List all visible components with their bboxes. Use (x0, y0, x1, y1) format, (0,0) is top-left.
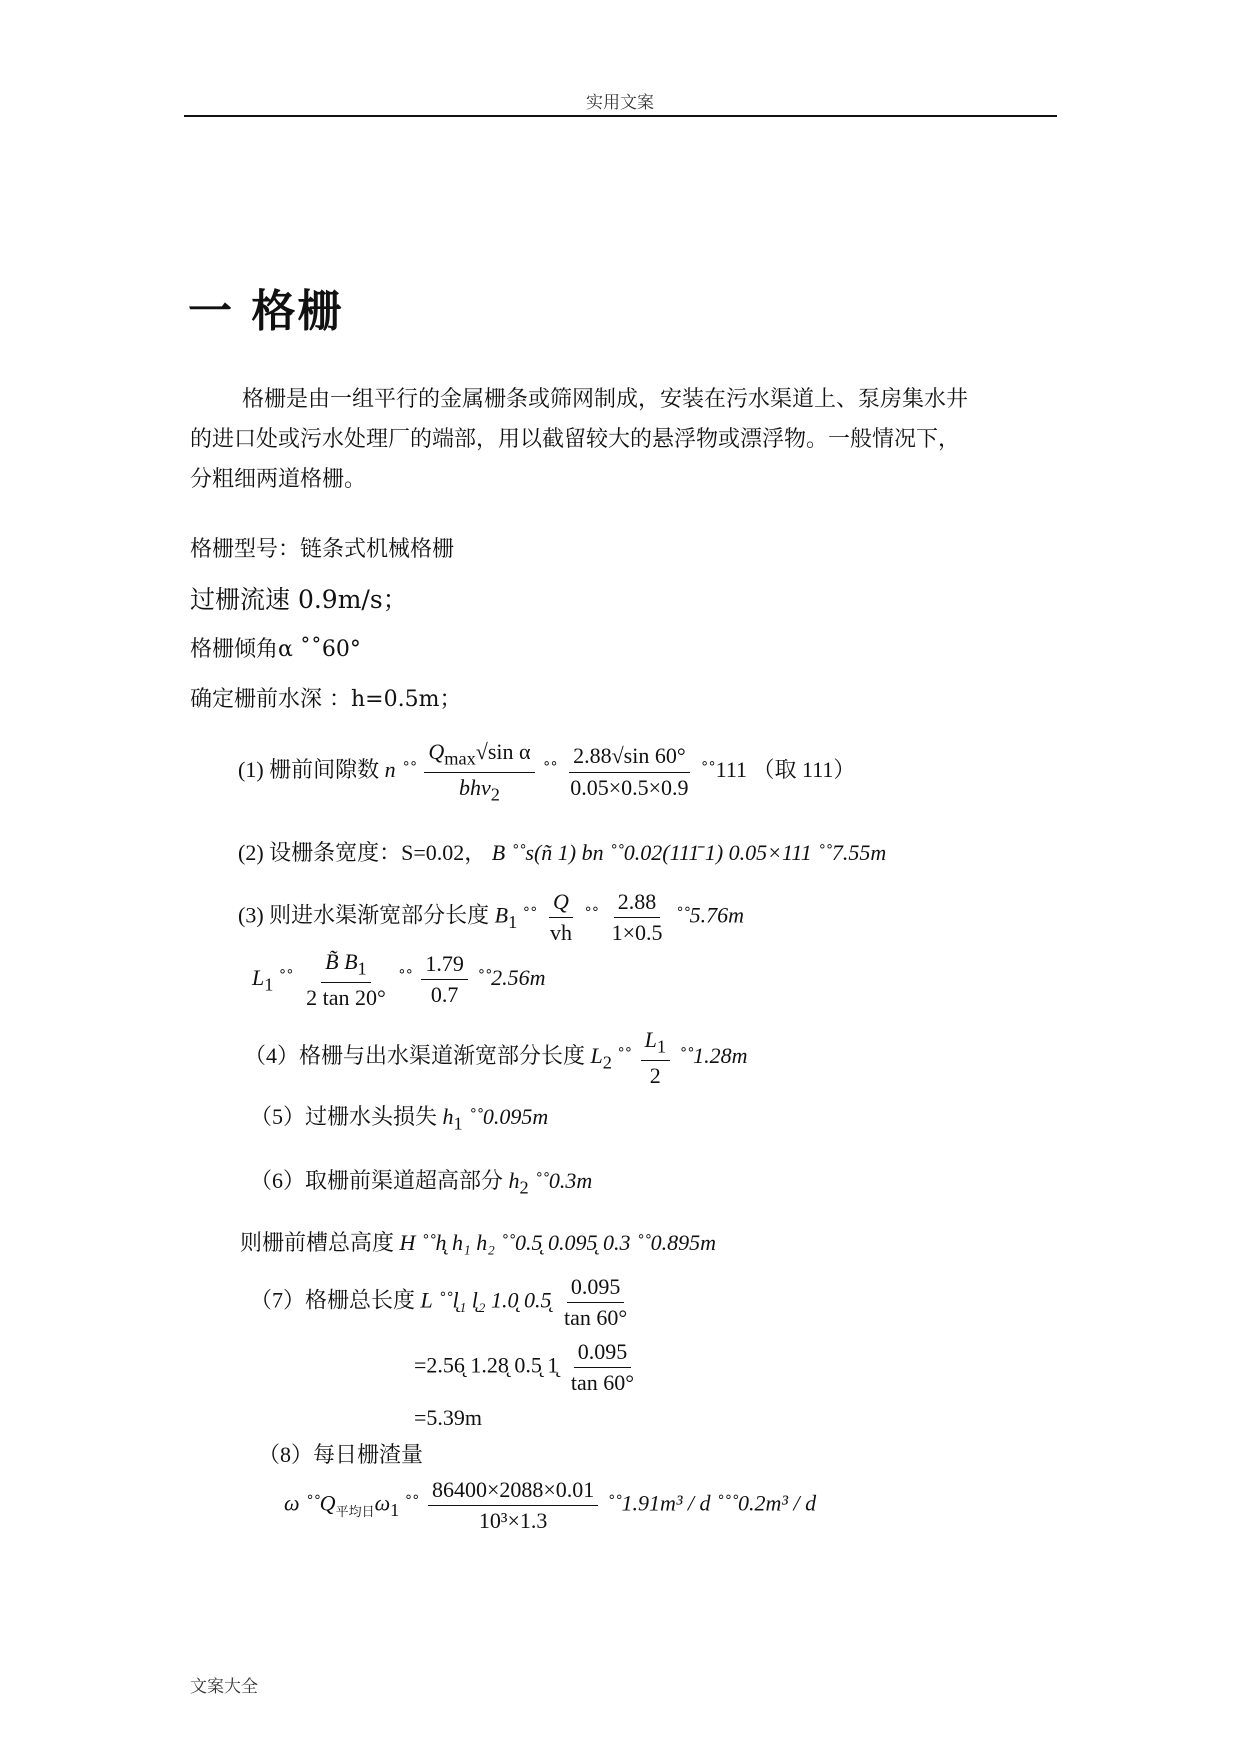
subscript: max (444, 748, 476, 769)
fraction (566, 744, 692, 799)
denominator: 0.05×0.5×0.9 (570, 774, 689, 800)
formula-3b (252, 950, 545, 1010)
subscript: 1 (656, 1036, 667, 1057)
page-header: 实用文案 (586, 93, 654, 113)
fraction (428, 1478, 598, 1533)
formula-7 (250, 1275, 634, 1330)
numerator: Q (428, 739, 445, 764)
subscript: 2 (519, 1177, 529, 1198)
section-title: 一 格栅 (188, 286, 344, 337)
numerator: B̃ B (325, 949, 358, 974)
subscript: 平均日 (335, 1504, 375, 1520)
formula-8-label: （8）每日栅渣量 (258, 1442, 424, 1467)
subscript: 1 (264, 974, 274, 995)
formula-result: ˚˚5.76m (675, 902, 745, 928)
denominator: vh (549, 920, 572, 946)
denominator: tan 60° (564, 1305, 628, 1331)
param-angle: 格栅倾角α ˚˚60° (190, 637, 361, 662)
subscript: 1 (357, 958, 367, 979)
formula-4 (244, 1028, 748, 1088)
formula-result: ˚˚1.91m³ / d ˚˚˚0.2m³ / d (606, 1490, 817, 1516)
formula-total-height (240, 1226, 716, 1257)
intro-line: 的进口处或污水处理厂的端部，用以截留较大的悬浮物或漂浮物。一般情况下， (190, 427, 961, 452)
formula-lhs: ω (374, 1490, 391, 1516)
formula-lhs: h (508, 1168, 520, 1193)
denominator: 10³×1.3 (478, 1508, 548, 1534)
formula-lhs: L (590, 1042, 603, 1068)
equals-glyph: ˚˚ (543, 757, 558, 783)
intro-line: 格栅是由一组平行的金属栅条或筛网制成，安装在污水渠道上、泵房集水井 (242, 387, 969, 412)
formula-lhs: ω ˚˚Q (284, 1490, 336, 1516)
formula-result: ˚˚2.56m (476, 964, 546, 990)
numerator: Q (549, 890, 573, 918)
formula-6 (250, 1164, 592, 1198)
formula-lhs: L (252, 964, 265, 990)
equals-glyph: ˚˚ (584, 902, 600, 928)
fraction (424, 740, 534, 804)
formula-lhs: h (442, 1104, 454, 1129)
fraction (641, 1028, 670, 1088)
fraction (546, 890, 576, 945)
denominator: 1×0.5 (611, 920, 663, 946)
equals-glyph: ˚˚ (398, 964, 413, 990)
numerator: 86400×2088×0.01 (428, 1478, 598, 1506)
formula-2 (238, 836, 886, 867)
param-depth: 确定栅前水深 ：h=0.5m； (190, 687, 462, 712)
formula-label: （4）格栅与出水渠道渐宽部分长度 (244, 1042, 586, 1068)
subscript: 1 (390, 1500, 400, 1521)
formula-8 (284, 1478, 816, 1533)
numerator: L (644, 1027, 657, 1052)
formula-lhs: n ˚˚ (384, 757, 416, 783)
denominator: 2 tan 20° (306, 984, 386, 1010)
formula-expression: L ˚˚l̨₁ l̨₂ 1.0̨ 0.5̨ (420, 1287, 552, 1313)
equals-glyph: ˚˚ (278, 964, 294, 990)
formula-result: ˚˚0.095m (468, 1104, 549, 1129)
fraction (567, 1340, 638, 1395)
numerator: √sin α (475, 739, 531, 764)
formula-lhs: B (494, 902, 509, 928)
formula-expression: =2.56̨ 1.28̨ 0.5̨ 1̨ (414, 1352, 559, 1378)
fraction (608, 890, 667, 945)
param-velocity: 过栅流速 0.9m/s； (190, 585, 408, 614)
numerator: 2.88√sin 60° (569, 744, 690, 772)
formula-3 (238, 890, 744, 945)
formula-label: (3) 则进水渠渐宽部分长度 (238, 902, 490, 928)
subscript: 2 (602, 1052, 612, 1073)
formula-label: 则栅前槽总高度 (240, 1230, 395, 1255)
equals-glyph: ˚˚ (404, 1490, 420, 1516)
formula-5 (250, 1100, 548, 1134)
param-type: 格栅型号：链条式机械格栅 (190, 537, 455, 562)
formula-result: ˚˚111 （取 111） (701, 757, 856, 783)
formula-1 (238, 740, 855, 804)
formula-label: （7）格栅总长度 (250, 1287, 416, 1313)
formula-expression: B ˚˚s(ñ 1) bn ˚˚0.02(111̄ 1) 0.05×111 ˚˚7.55m (491, 840, 887, 865)
subscript: 1 (508, 912, 518, 933)
formula-7c: =5.39m (414, 1405, 483, 1430)
header-rule (184, 115, 1057, 117)
subscript: 1 (453, 1113, 463, 1134)
numerator: 1.79 (421, 952, 468, 980)
numerator: 2.88 (614, 890, 661, 918)
formula-expression: H ˚˚h̨ h₁ h₂ ˚˚0.5̨ 0.095̨ 0.3 ˚˚0.895m (399, 1230, 717, 1255)
fraction (302, 950, 390, 1010)
formula-result: ˚˚0.3m (534, 1168, 593, 1193)
denominator: bhv (458, 774, 491, 800)
formula-7b (414, 1340, 641, 1395)
intro-paragraph (190, 380, 1060, 500)
fraction (560, 1275, 631, 1330)
subscript: 2 (490, 783, 500, 804)
numerator: 0.095 (574, 1340, 632, 1368)
equals-glyph: ˚˚ (522, 902, 538, 928)
fraction (421, 952, 468, 1007)
numerator: 0.095 (567, 1275, 625, 1303)
formula-label: (1) 栅前间隙数 (238, 757, 380, 783)
formula-result: ˚˚1.28m (678, 1042, 748, 1068)
equals-glyph: ˚˚ (617, 1042, 633, 1068)
denominator: 0.7 (430, 982, 459, 1008)
formula-label: （5）过栅水头损失 (250, 1104, 438, 1129)
formula-label: （6）取栅前渠道超高部分 (250, 1168, 504, 1193)
denominator: 2 (649, 1062, 661, 1088)
formula-label: (2) 设栅条宽度：S=0.02， (238, 840, 487, 865)
denominator: tan 60° (570, 1370, 635, 1396)
page-footer: 文案大全 (190, 1677, 258, 1697)
intro-line: 分粗细两道格栅。 (190, 467, 367, 492)
